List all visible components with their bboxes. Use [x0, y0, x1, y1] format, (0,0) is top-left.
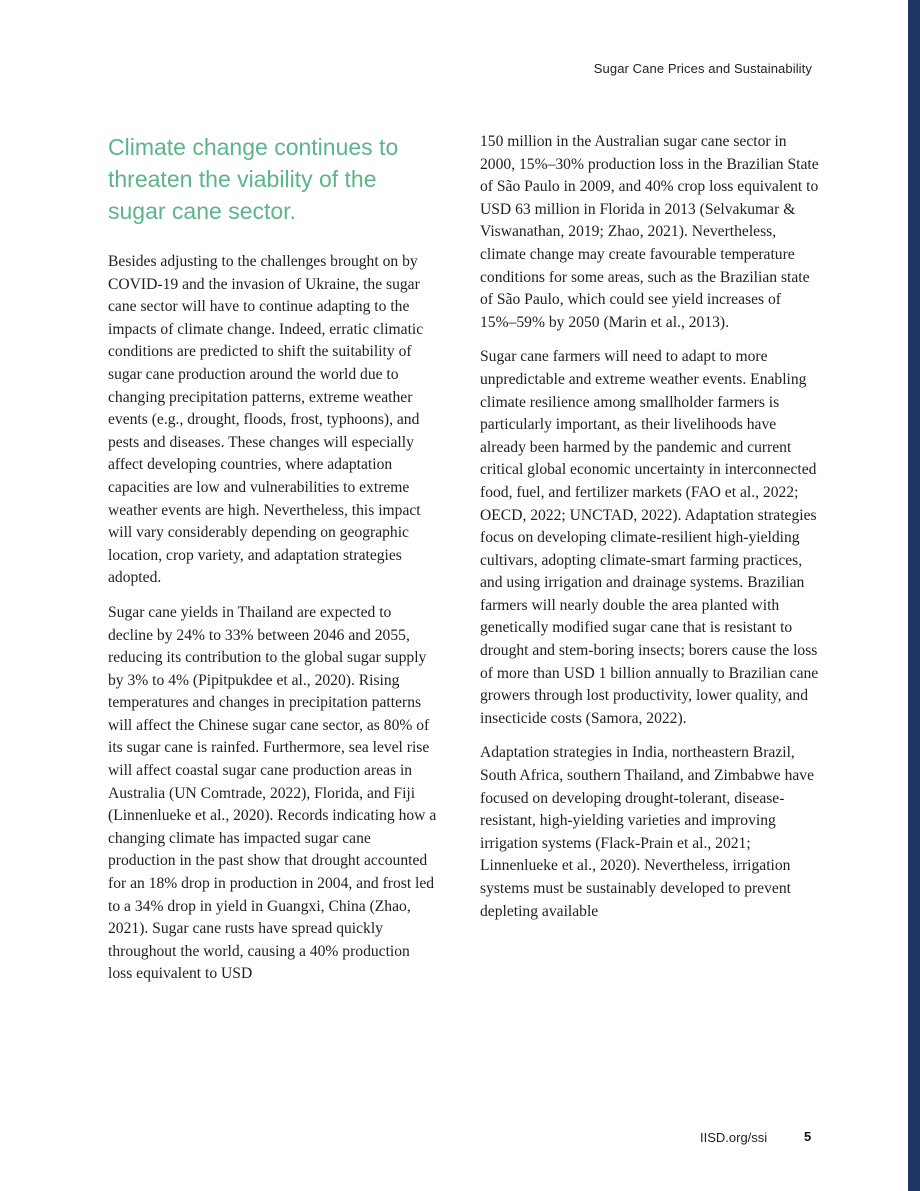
section-heading: Climate change continues to threaten the viability of the sugar cane sector.: [108, 134, 399, 224]
left-text-column: [108, 251, 438, 998]
running-header: Sugar Cane Prices and Sustainability: [593, 61, 812, 76]
body-paragraph: Sugar cane yields in Thailand are expected to decline by 24% to 33% between 2046 and 2055, reducing its contribution to the global sugar supply by 3% to 4% (Pipitpukdee et al., 2020). Rising temperatures and changes in precipitation patterns will affect the Chinese sugar cane sector, as 80% of its sugar cane is rainfed. Furthermore, sea level rise will affect coastal sugar cane production areas in Australia (UN Comtrade, 2022), Florida, and Fiji (Linnenlueke et al., 2020). Records indicating how a changing climate has impacted sugar cane production in the past show that drought accounted for an 18% drop in production in 2004, and frost led to a 34% drop in yield in Guangxi, China (Zhao, 2021). Sugar cane rusts have spread quickly throughout the world, causing a 40% production loss equivalent to USD: [108, 603, 437, 983]
page-edge-accent-bar: [908, 0, 920, 1191]
footer-site-link[interactable]: IISD.org/ssi: [700, 1130, 768, 1145]
body-paragraph: Sugar cane farmers will need to adapt to more unpredictable and extreme weather events. Enabling climate resilience among smallholder farmers is particularly important, as their livelihoods have already been harmed by the pandemic and current critical global economic uncertainty in interconnected food, fuel, and fertilizer markets (FAO et al., 2022; OECD, 2022; UNCTAD, 2022). Adaptation strategies focus on developing climate-resilient high-yielding cultivars, adopting climate-smart farming practices, and using irrigation and drainage systems. Brazilian farmers will nearly double the area planted with genetically modified sugar cane that is resistant to drought and stem-boring insects; borers cause the loss of more than USD 1 billion annually to Brazilian cane growers through lost productivity, lower quality, and insecticide costs (Samora, 2022).: [480, 348, 819, 727]
body-paragraph: 150 million in the Australian sugar cane sector in 2000, 15%–30% production loss in the Brazilian State of São Paulo in 2009, and 40% crop loss equivalent to USD 63 million in Florida in 2013 (Selvakumar & Viswanathan, 2019; Zhao, 2021). Nevertheless, climate change may create favourable temperature conditions for some areas, such as the Brazilian state of São Paulo, which could see yield increases of 15%–59% by 2050 (Marin et al., 2013).: [480, 133, 819, 331]
body-paragraph: Besides adjusting to the challenges brought on by COVID-19 and the invasion of Ukraine, the sugar cane sector will have to continue adapting to the impacts of climate change. Indeed, erratic climatic conditions are predicted to shift the suitability of sugar cane production around the world due to changing precipitation patterns, extreme weather events (e.g., drought, floods, frost, typhoons), and pests and diseases. These changes will especially affect developing countries, where adaptation capacities are low and vulnerabilities to extreme weather events are high. Nevertheless, this impact will vary considerably depending on geographic location, crop variety, and adaptation strategies adopted.: [108, 253, 424, 587]
page-number: 5: [804, 1129, 812, 1144]
right-text-column: [480, 131, 820, 935]
body-paragraph: Adaptation strategies in India, northeastern Brazil, South Africa, southern Thailand, and Zimbabwe have focused on developing drought-tolerant, disease-resistant, high-yielding varieties and improving irrigation systems (Flack-Prain et al., 2021; Linnenlueke et al., 2020). Nevertheless, irrigation systems must be sustainably developed to prevent depleting available: [480, 744, 815, 920]
